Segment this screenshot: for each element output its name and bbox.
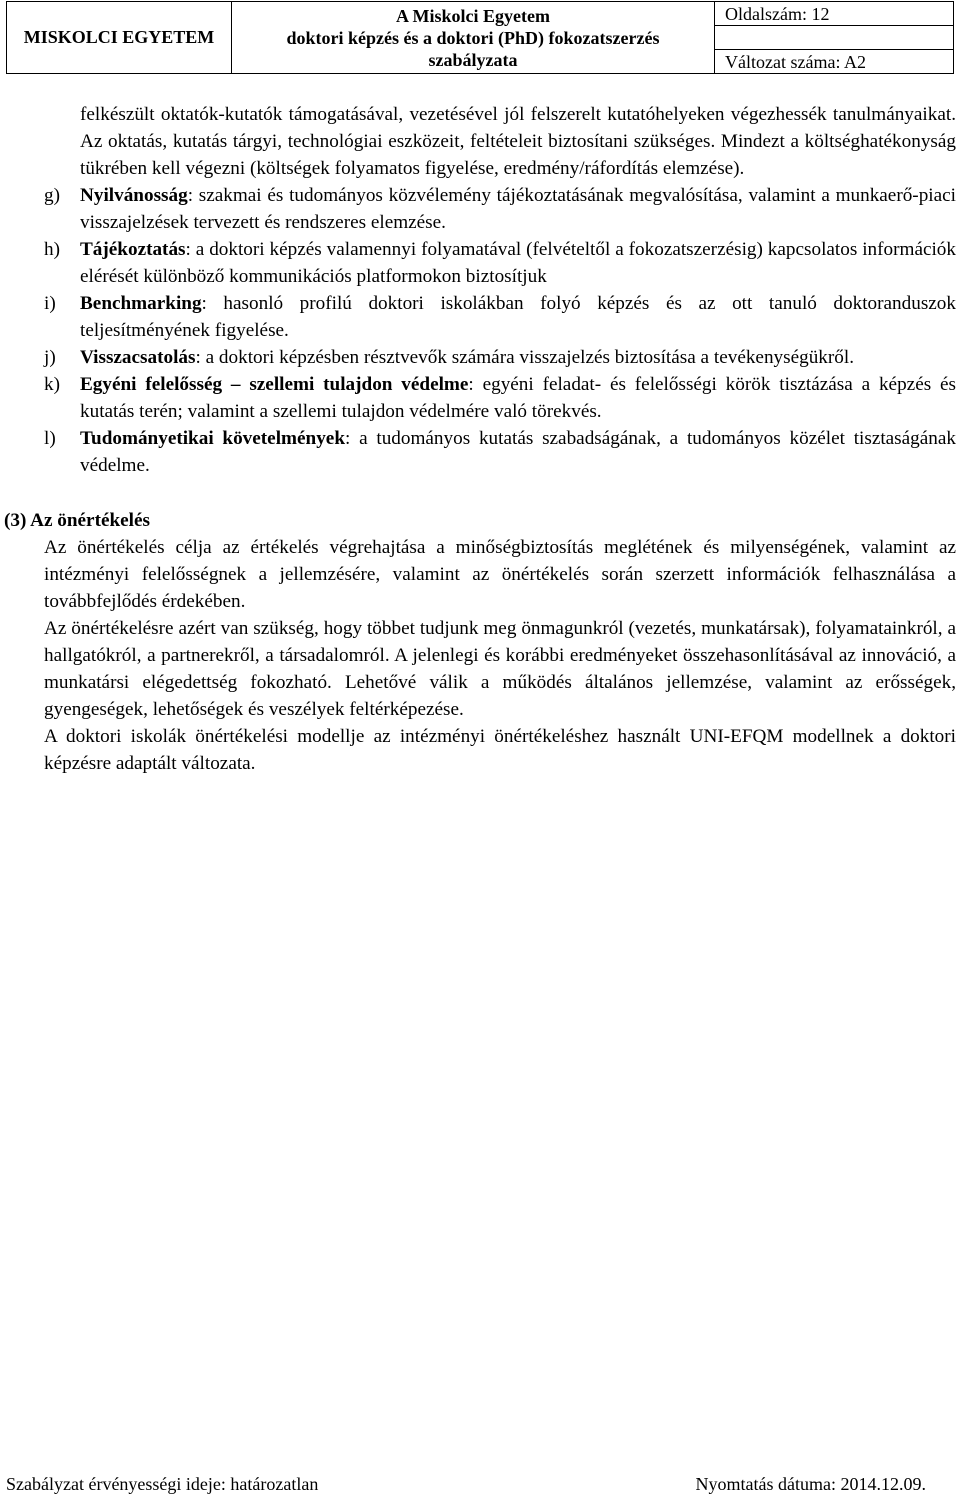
- list-item-text: : a doktori képzésben résztvevők számára visszajelzés biztosítása a tevékenységükről.: [195, 347, 855, 368]
- footer-print-date: Nyomtatás dátuma: 2014.12.09.: [695, 1474, 926, 1494]
- list-item-term: Nyilvánosság: [80, 185, 188, 206]
- list-item: [44, 290, 956, 344]
- header-title-line3: szabályzata: [428, 49, 518, 70]
- header-org: MISKOLCI EGYETEM: [7, 2, 232, 74]
- list-item-label: h): [44, 239, 60, 260]
- list-item-text: : hasonló profilú doktori iskolákban folyó képzés és az ott tanuló doktoranduszok teljesítményének figyelése.: [80, 293, 956, 341]
- list-item-term: Tudományetikai követelmények: [80, 428, 345, 449]
- list-item: [44, 425, 956, 479]
- header-title: [232, 2, 715, 74]
- list-item-text: : a tudományos kutatás szabadságának, a tudományos közélet tisztaságának védelme.: [80, 428, 956, 476]
- footer-validity: Szabályzat érvényességi ideje: határozatlan: [6, 1474, 319, 1494]
- document-body: [4, 101, 956, 777]
- list-item: [44, 182, 956, 236]
- list-item: [44, 236, 956, 290]
- list-item: [44, 371, 956, 425]
- header-title-line1: A Miskolci Egyetem: [396, 5, 550, 26]
- list-item-term: Visszacsatolás: [80, 347, 196, 368]
- list-item-label: g): [44, 185, 60, 206]
- header-empty-cell: [715, 26, 954, 50]
- list-item-term: Tájékoztatás: [80, 239, 186, 260]
- header-version: Változat száma: A2: [715, 50, 954, 74]
- list-item-label: i): [44, 293, 56, 314]
- intro-paragraph: felkészült oktatók-kutatók támogatásával, vezetésével jól felszerelt kutatóhelyeken végezhessék tanulmányaikat. Az oktatás, kutatás tárgyi, technológiai eszközeit, feltételeit biztosítani szükséges. Mindezt a költséghatékonyság tükrében kell végezni (költségek folyamatos figyelése, eredmény/ráfordítás elemzése).: [80, 104, 956, 179]
- section-paragraph: Az önértékelésre azért van szükség, hogy többet tudjunk meg önmagunkról (vezetés, munkatársak), folyamatainkról, a hallgatókról, a partnerekről, a társadalomról. A jelenlegi és korábbi eredményeket összehasonlításával az innováció, a munkatársi elégedettség fokozható. Lehetővé válik a működés általános jellemzése, valamint az erősségek, gyengeségek, lehetőségek és veszélyek feltérképezése.: [44, 618, 956, 720]
- list-item-text: : a doktori képzés valamennyi folyamatával (felvételtől a fokozatszerzésig) kapcsolatos információk elérését különböző kommunikációs platformokon biztosítjuk: [80, 239, 956, 287]
- section-paragraph: A doktori iskolák önértékelési modellje az intézményi önértékeléshez használt UNI-EFQM modellnek a doktori képzésre adaptált változata.: [44, 726, 956, 774]
- document-header: [6, 1, 954, 74]
- header-title-line2: doktori képzés és a doktori (PhD) fokozatszerzés: [286, 27, 660, 48]
- list-item-term: Benchmarking: [80, 293, 202, 314]
- section-heading: (3) Az önértékelés: [4, 510, 150, 531]
- list-item-label: k): [44, 374, 60, 395]
- list-item-term: Egyéni felelősség – szellemi tulajdon védelme: [80, 374, 469, 395]
- section-paragraph: Az önértékelés célja az értékelés végrehajtása a minőségbiztosítás meglétének és milyenségének, valamint az intézményi felelősségnek a jellemzésére, valamint az önértékelés során szerzett információk felhasználása a továbbfejlődés érdekében.: [44, 537, 956, 612]
- header-page-number: Oldalszám: 12: [715, 2, 954, 26]
- list-item: [44, 344, 956, 371]
- list-item-label: j): [44, 347, 56, 368]
- list-item-text: : szakmai és tudományos közvélemény tájékoztatásának megvalósítása, valamint a munkaerő-piaci visszajelzések tervezett és rendszeres elemzése.: [80, 185, 956, 233]
- list-item-label: l): [44, 428, 56, 449]
- list-item-text: : egyéni feladat- és felelősségi körök tisztázása a képzés és kutatás terén; valamint a szellemi tulajdon védelmére való törekvés.: [80, 374, 956, 422]
